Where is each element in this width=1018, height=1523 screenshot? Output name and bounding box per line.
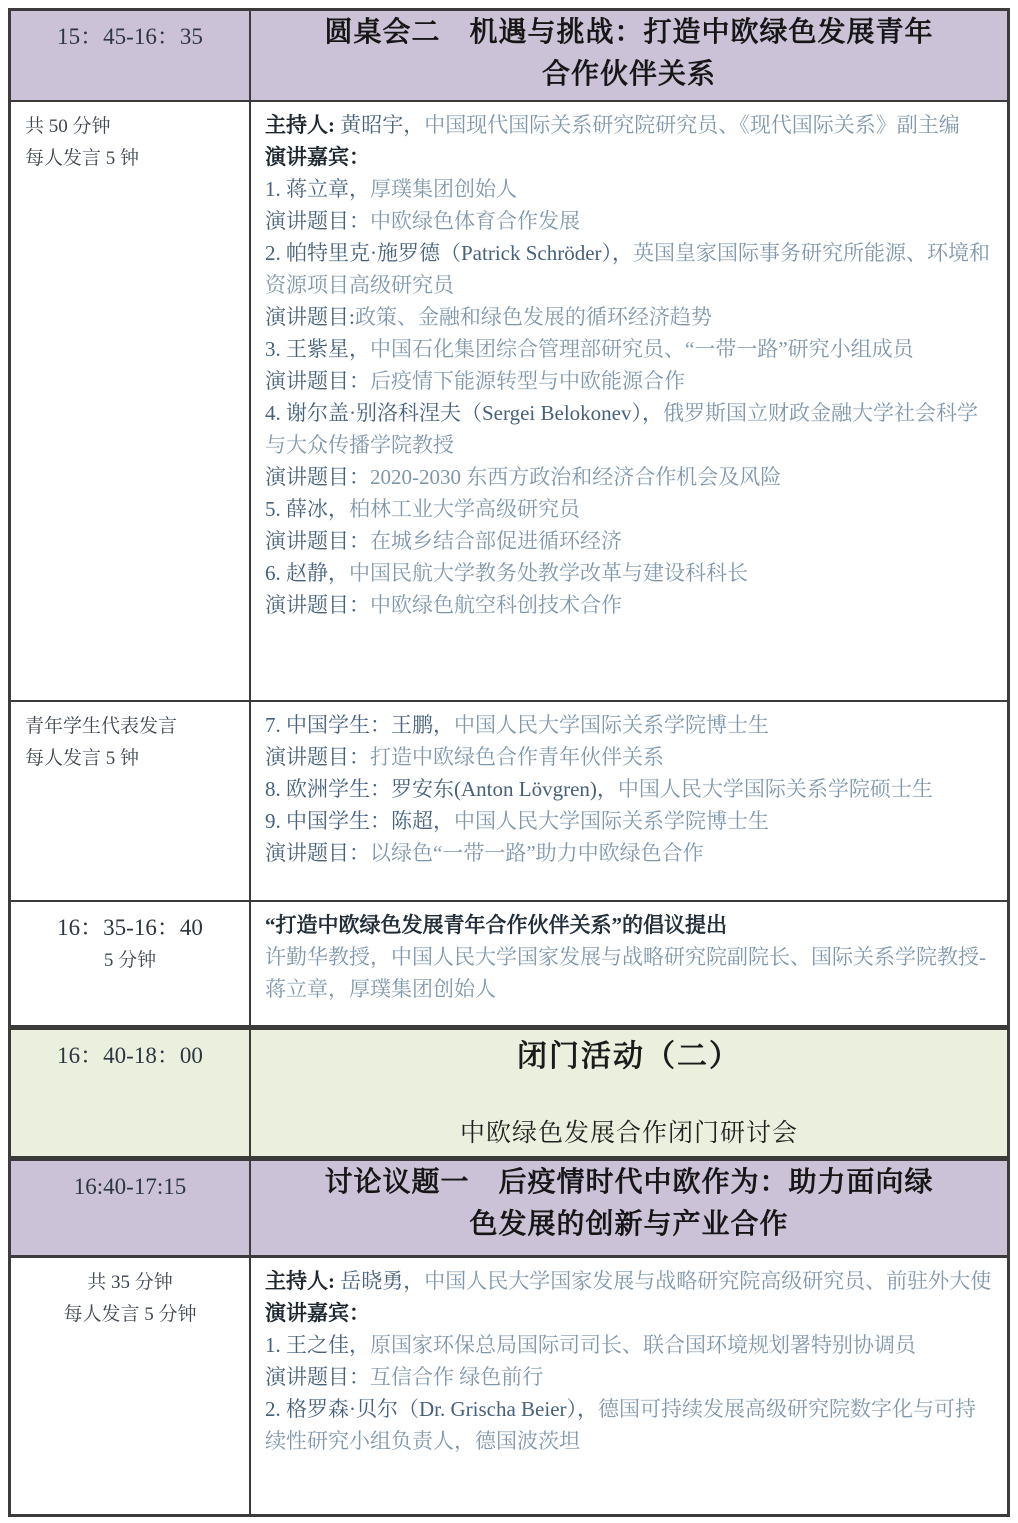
agenda-line [265,301,993,333]
time-cell [11,11,251,100]
text-run: 演讲题目： [265,841,370,865]
agenda-line [265,557,993,589]
text-run: 3. 王紫星， [265,337,370,361]
time-label: 16：40-18：00 [57,1043,203,1068]
discussion-topic-1-speakers [11,1255,1007,1514]
text-run: 演讲嘉宾： [265,1301,370,1325]
session-title-line: 讨论议题一 后疫情时代中欧作为：助力面向绿 [324,1167,934,1198]
text-run: 演讲题目： [265,529,370,553]
time-label: 16：35-16：40 [57,915,203,940]
agenda-line [265,1265,993,1297]
initiative-proposal [11,900,1007,1025]
agenda-line [265,1297,993,1329]
duration-label: 共 35 分钟 [87,1272,173,1293]
closed-door-subtitle: 中欧绿色发展合作闭门研讨会 [459,1120,798,1147]
text-run: 政策、金融和绿色发展的循环经济趋势 [354,305,712,329]
roundtable-2-speakers [11,100,1007,700]
details-cell [251,1258,1007,1514]
details-cell [251,902,1007,1025]
text-run: 中欧绿色体育合作发展 [370,209,580,233]
text-run: 中国现代国际关系研究院研究员、《现代国际关系》副主编 [424,113,960,137]
closed-door-activity-2 [11,1025,1007,1156]
agenda-line [265,837,993,869]
text-run: 厚璞集团创始人 [370,177,517,201]
text-run: 中欧绿色航空科创技术合作 [370,593,622,617]
text-run: 柏林工业大学高级研究员 [349,497,580,521]
text-run: 演讲题目： [265,209,370,233]
duration-label: 每人发言 5 分钟 [63,1304,197,1325]
agenda-line [265,461,993,493]
time-label: 15：45-16：35 [57,24,203,49]
text-run: 岳晓勇， [340,1269,425,1293]
text-run: 5. 薛冰， [265,497,349,521]
agenda-line [265,709,993,741]
agenda-line [265,109,993,141]
text-run: 中国人民大学国际关系学院硕士生 [617,777,933,801]
text-run: 原国家环保总局国际司司长、联合国环境规划署特别协调员 [370,1333,916,1357]
text-run: 以绿色“一带一路”助力中欧绿色合作 [370,841,704,865]
duration-label: 每人发言 5 钟 [25,148,140,169]
text-run: 6. 赵静， [265,561,349,585]
session-title-line: 合作伙伴关系 [541,59,716,90]
closed-door-title: 闭门活动（二） [517,1040,741,1073]
agenda-line [265,1361,993,1393]
agenda-line [265,741,993,773]
time-cell [11,1258,251,1514]
text-run: 俄罗斯国立财政金融大学社会科学与大众传播学院教授 [265,401,978,457]
text-run: 主持人: [265,113,341,137]
text-run: 后疫情下能源转型与中欧能源合作 [370,369,685,393]
roundtable-2-header [11,11,1007,100]
text-run: 中国人民大学国际关系学院博士生 [454,713,769,737]
agenda-line [265,941,993,1005]
agenda-line [265,205,993,237]
text-run: 打造中欧绿色合作青年伙伴关系 [370,745,664,769]
text-run: 演讲题目： [265,465,370,489]
text-run: 演讲嘉宾： [265,145,370,169]
agenda-line [265,1329,993,1361]
text-run: 演讲题目： [265,369,370,393]
text-run: “打造中欧绿色发展青年合作伙伴关系”的倡议提出 [265,913,727,937]
duration-label: 5 分钟 [103,950,157,971]
time-cell [11,702,251,900]
text-run: 2. 帕特里克·施罗德（Patrick Schröder）， [265,241,634,265]
agenda-line [265,805,993,837]
text-run: 演讲题目： [265,745,370,769]
text-run: 9. 中国学生：陈超， [265,809,454,833]
text-run: 2020-2030 东西方政治和经济合作机会及风险 [370,465,782,489]
details-cell [251,102,1007,700]
text-run: 演讲题目： [265,1365,370,1389]
agenda-line [265,365,993,397]
text-run: 中国人民大学国家发展与战略研究院高级研究员、前驻外大使 [424,1269,992,1293]
time-cell [11,102,251,700]
agenda-line [265,141,993,173]
text-run: 黄昭宇， [340,113,425,137]
agenda-line [265,173,993,205]
discussion-topic-1-header [11,1156,1007,1255]
text-run: 8. 欧洲学生：罗安东(Anton Lövgren)， [265,777,618,801]
agenda-line [265,525,993,557]
session-title-line: 色发展的创新与产业合作 [469,1209,789,1240]
duration-label: 每人发言 5 钟 [25,748,140,769]
duration-label: 青年学生代表发言 [25,716,178,737]
details-cell [251,702,1007,900]
text-run: 2. 格罗森·贝尔（Dr. Grischa Beier）， [265,1397,599,1421]
agenda-line [265,237,993,301]
text-run: 中国民航大学教务处教学改革与建设科科长 [349,561,748,585]
session-title-line: 圆桌会二 机遇与挑战：打造中欧绿色发展青年 [324,17,934,48]
text-run: 1. 蒋立章， [265,177,370,201]
agenda-line [265,909,993,941]
agenda-line [265,493,993,525]
agenda-line [265,1393,993,1457]
time-label: 16:40-17:15 [73,1174,187,1199]
text-run: 演讲题目： [265,593,370,617]
duration-label: 共 50 分钟 [25,116,111,137]
conference-agenda-table [8,8,1010,1517]
time-cell [11,902,251,1025]
agenda-line [265,773,993,805]
agenda-line [265,333,993,365]
agenda-line [265,589,993,621]
time-cell [11,1030,251,1156]
student-representative-speakers [11,700,1007,900]
text-run: 演讲题目: [265,305,355,329]
session-title-cell [251,11,1007,100]
text-run: 英国皇家国际事务研究所能源、环境和资源项目高级研究员 [265,241,991,297]
text-run: 在城乡结合部促进循环经济 [370,529,622,553]
text-run: 4. 谢尔盖·别洛科涅夫（Sergei Belokonev）， [265,401,663,425]
text-run: 中国石化集团综合管理部研究员、“一带一路”研究小组成员 [370,337,914,361]
time-cell [11,1161,251,1255]
text-run: 中国人民大学国际关系学院博士生 [454,809,769,833]
text-run: 1. 王之佳， [265,1333,370,1357]
closed-door-cell [251,1030,1007,1156]
session-title-cell [251,1161,1007,1255]
agenda-line [265,397,993,461]
text-run: 主持人: [265,1269,341,1293]
text-run: 7. 中国学生：王鹏， [265,713,454,737]
text-run: 互信合作 绿色前行 [370,1365,544,1389]
text-run: 许勤华教授，中国人民大学国家发展与战略研究院副院长、国际关系学院教授-蒋立章，厚璞集团创始人 [265,945,986,1001]
text-run: 德国可持续发展高级研究院数字化与可持续性研究小组负责人，德国波茨坦 [265,1397,977,1453]
